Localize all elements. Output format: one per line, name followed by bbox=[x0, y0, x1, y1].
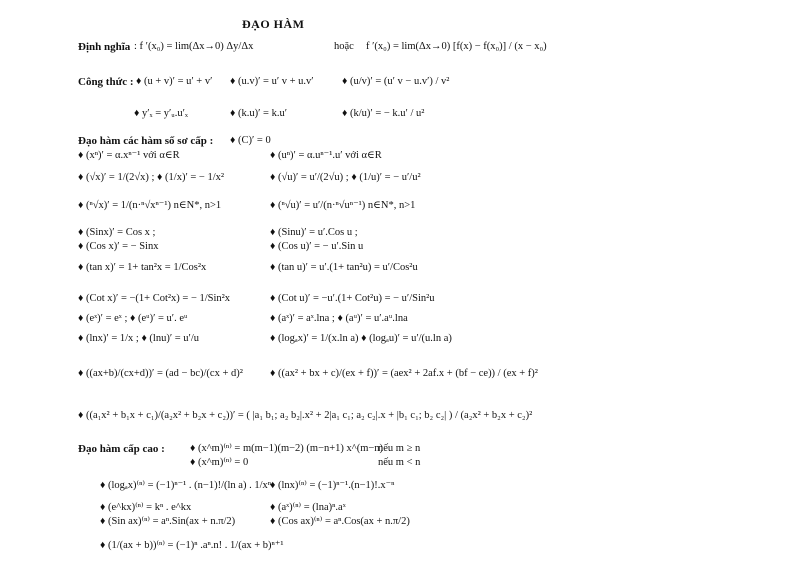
formula-sin-u: ♦ (Sinu)′ = u′.Cos u ; bbox=[270, 227, 358, 238]
formula-ln: ♦ (lnx)′ = 1/x ; ♦ (lnu)′ = u′/u bbox=[78, 333, 200, 344]
formula-ln-nth: ♦ (lnx)⁽ⁿ⁾ = (−1)ⁿ⁻¹.(n−1)!.x⁻ⁿ bbox=[270, 480, 395, 491]
higher-order-label: Đạo hàm cấp cao : bbox=[78, 443, 165, 455]
formula-sqrt: ♦ (√x)′ = 1/(2√x) ; ♦ (1/x)′ = − 1/x² bbox=[78, 172, 225, 183]
formula-quadratic-linear: ♦ ((ax² + bx + c)/(ex + f))′ = (aex² + 2af.x + (bf − ce)) / (ex + f)² bbox=[270, 368, 538, 379]
definition-formula-1: : f ′(x₀) = lim(Δx→0) Δy/Δx bbox=[134, 41, 254, 52]
rule-product: ♦ (u.v)′ = u′ v + u.v′ bbox=[230, 76, 314, 87]
condition-m-lt-n: nếu m < n bbox=[378, 457, 421, 468]
formula-exp-nth: ♦ (e^kx)⁽ⁿ⁾ = kⁿ . e^kx bbox=[100, 502, 192, 513]
formula-log-nth: ♦ (logₐx)⁽ⁿ⁾ = (−1)ⁿ⁻¹ . (n−1)!/(ln a) . 1/xⁿ bbox=[100, 480, 272, 491]
definition-connector: hoặc bbox=[334, 41, 354, 52]
formula-tan-u: ♦ (tan u)′ = u′.(1+ tan²u) = u′/Cos²u bbox=[270, 262, 418, 273]
formula-power-nth: ♦ (x^m)⁽ⁿ⁾ = m(m−1)(m−2) (m−n+1) x^(m−n) bbox=[190, 443, 384, 454]
formula-sqrt-u: ♦ (√u)′ = u′/(2√u) ; ♦ (1/u)′ = − u′/u² bbox=[270, 172, 421, 183]
formula-ax-nth: ♦ (aˣ)⁽ⁿ⁾ = (lna)ⁿ.aˣ bbox=[270, 502, 346, 513]
rule-quotient: ♦ (u/v)′ = (u′ v − u.v′) / v² bbox=[342, 76, 450, 87]
formula-cot-u: ♦ (Cot u)′ = −u′.(1+ Cot²u) = − u′/Sin²u bbox=[270, 293, 435, 304]
formula-cot: ♦ (Cot x)′ = −(1+ Cot²x) = − 1/Sin²x bbox=[78, 293, 231, 304]
formula-cos-u: ♦ (Cos u)′ = − u′.Sin u bbox=[270, 241, 364, 252]
formula-nroot-u: ♦ (ⁿ√u)′ = u′/(n·ⁿ√uⁿ⁻¹) n∈N*, n>1 bbox=[270, 200, 416, 211]
rules-label: Công thức : bbox=[78, 76, 134, 88]
rule-reciprocal: ♦ (k/u)′ = − k.u′ / u² bbox=[342, 108, 425, 119]
formula-log: ♦ (logₐx)′ = 1/(x.ln a) ♦ (logₐu)′ = u′/(u.ln a) bbox=[270, 333, 452, 344]
formula-nroot: ♦ (ⁿ√x)′ = 1/(n·ⁿ√xⁿ⁻¹) n∈N*, n>1 bbox=[78, 200, 222, 211]
formula-cos: ♦ (Cos x)′ = − Sinx bbox=[78, 241, 159, 252]
rule-chain: ♦ y′ₓ = y′ᵤ.u′ₓ bbox=[134, 108, 188, 119]
formula-power: ♦ (xⁿ)′ = α.xⁿ⁻¹ với α∈R bbox=[78, 150, 180, 161]
elementary-label: Đạo hàm các hàm số sơ cấp : bbox=[78, 135, 214, 147]
definition-label: Định nghĩa bbox=[78, 41, 131, 53]
elementary-constant: ♦ (C)′ = 0 bbox=[230, 135, 271, 146]
formula-cos-nth: ♦ (Cos ax)⁽ⁿ⁾ = aⁿ.Cos(ax + n.π/2) bbox=[270, 516, 410, 527]
formula-sin-nth: ♦ (Sin ax)⁽ⁿ⁾ = aⁿ.Sin(ax + n.π/2) bbox=[100, 516, 236, 527]
formula-sin: ♦ (Sinx)′ = Cos x ; bbox=[78, 227, 156, 238]
rule-scalar: ♦ (k.u)′ = k.u′ bbox=[230, 108, 287, 119]
page-title: ĐẠO HÀM bbox=[242, 17, 305, 31]
formula-reciprocal-nth: ♦ (1/(ax + b))⁽ⁿ⁾ = (−1)ⁿ .aⁿ.n! . 1/(ax + b)ⁿ⁺¹ bbox=[100, 540, 284, 551]
formula-power-nth-zero: ♦ (x^m)⁽ⁿ⁾ = 0 bbox=[190, 457, 249, 468]
formula-power-u: ♦ (uⁿ)′ = α.uⁿ⁻¹.u′ với α∈R bbox=[270, 150, 382, 161]
formula-quadratic-ratio: ♦ ((a₁x² + b₁x + c₁)/(a₂x² + b₂x + c₂))′ = ( |a₁ b₁; a₂ b₂|.x² + 2|a₁ c₁; a₂ c₂|.x + |b₁ c₁; b₂ c₂| ) / (a₂x² + b₂x + c₂)² bbox=[78, 410, 533, 421]
formula-exp: ♦ (eˣ)′ = eˣ ; ♦ (eᵘ)′ = u′. eᵘ bbox=[78, 313, 188, 324]
formula-exp-a: ♦ (aˣ)′ = aˣ.lna ; ♦ (aᵘ)′ = u′.aᵘ.lna bbox=[270, 313, 408, 324]
formula-tan: ♦ (tan x)′ = 1+ tan²x = 1/Cos²x bbox=[78, 262, 207, 273]
definition-formula-2: f ′(x₀) = lim(Δx→0) [f(x) − f(x₀)] / (x − x₀) bbox=[366, 41, 547, 52]
formula-linear-ratio: ♦ ((ax+b)/(cx+d))′ = (ad − bc)/(cx + d)² bbox=[78, 368, 243, 379]
condition-m-ge-n: nếu m ≥ n bbox=[378, 443, 421, 454]
rule-sum: ♦ (u + v)′ = u′ + v′ bbox=[136, 76, 213, 87]
